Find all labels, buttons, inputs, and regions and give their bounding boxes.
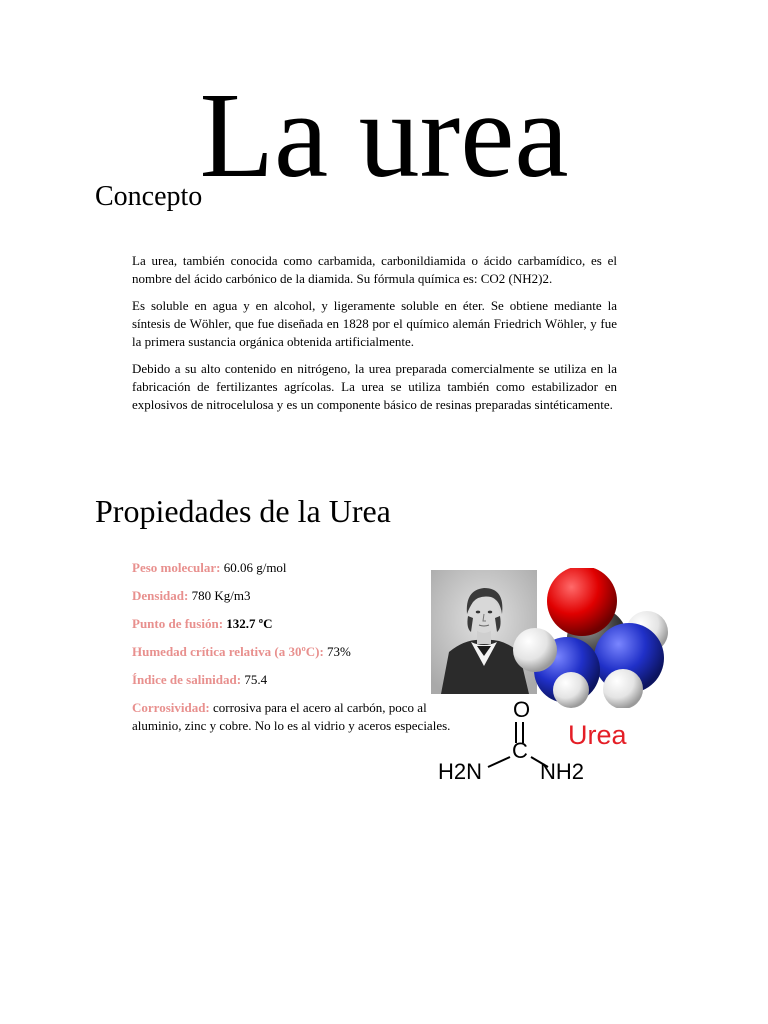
concept-paragraph: Es soluble en agua y en alcohol, y ligeramente soluble en éter. Se obtiene mediante la síntesis de Wöhler, que fue diseñada en 1828 por el químico alemán Friedrich Wöhler, y fue la primera sustancia orgánica obtenida artificialmente.: [132, 298, 617, 349]
property-item: [132, 643, 452, 661]
property-item: [132, 699, 452, 735]
property-value: 73%: [327, 644, 351, 659]
property-item: [132, 615, 452, 633]
carbon-atom-label: C: [512, 738, 528, 763]
page-title: La urea: [199, 68, 569, 203]
concept-body: [132, 252, 617, 423]
concept-paragraph: Debido a su alto contenido en nitrógeno, la urea preparada comercialmente se utiliza en la fabricación de fertilizantes agrícolas. La urea se utiliza también como estabilizador en explosivos de nitrocelulosa y es un componente básico de resinas preparadas sintéticamente.: [132, 361, 617, 412]
oxygen-atom-label: O: [513, 697, 531, 722]
property-label: Índice de salinidad:: [132, 672, 242, 687]
property-value: 132.7 ºC: [226, 616, 273, 631]
property-value: 75.4: [244, 672, 268, 687]
property-value: 60.06 g/mol: [223, 560, 287, 575]
property-item: [132, 559, 452, 577]
property-label: Densidad:: [132, 588, 189, 603]
property-label: Humedad crítica relativa (a 30ºC):: [132, 644, 324, 659]
property-label: Punto de fusión:: [132, 616, 224, 631]
formula-left-group: H2N: [438, 759, 483, 784]
property-item: [132, 587, 452, 605]
urea-molecule-model: [505, 568, 675, 708]
property-item: [132, 671, 452, 689]
formula-right-group: NH2: [540, 759, 585, 784]
molecule-illustration: [505, 568, 675, 708]
property-value: corrosiva para el acero al carbón, poco al aluminio, zinc y cobre. No lo es al vidrio y aceros especiales.: [132, 700, 451, 733]
concept-heading: Concepto: [95, 181, 203, 212]
properties-heading: Propiedades de la Urea: [95, 493, 391, 529]
urea-figure-label: Urea: [568, 720, 627, 750]
properties-list: [132, 559, 452, 745]
concept-paragraph: La urea, también conocida como carbamida, carbonildiamida o ácido carbamídico, es el nombre del ácido carbónico de la diamida. Su fórmula química es: CO2 (NH2)2.: [132, 253, 617, 286]
property-label: Corrosividad:: [132, 700, 210, 715]
property-value: 780 Kg/m3: [191, 588, 251, 603]
property-label: Peso molecular:: [132, 560, 221, 575]
